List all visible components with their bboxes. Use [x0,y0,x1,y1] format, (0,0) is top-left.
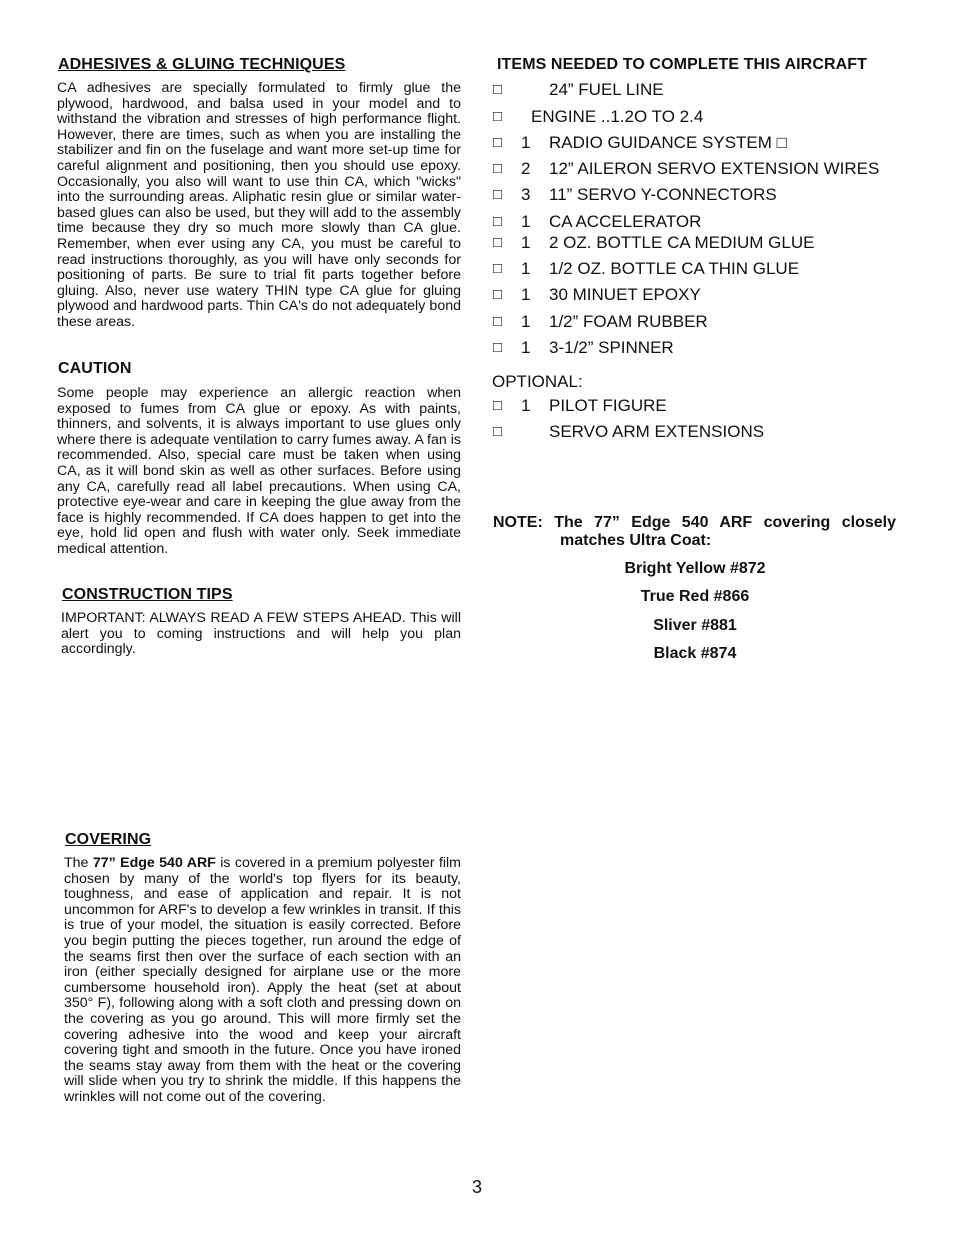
checkbox-icon[interactable]: □ [493,397,503,414]
checkbox-icon[interactable]: □ [493,134,503,151]
checkbox-icon[interactable]: □ [493,186,503,203]
item-text: PILOT FIGURE [549,396,667,415]
item-quantity: 1 [521,133,531,152]
color-bright-yellow: Bright Yellow #872 [624,560,766,577]
item-text: 12” AILERON SERVO EXTENSION WIRES [549,159,880,178]
item-text: 1/2” FOAM RUBBER [549,312,708,331]
checkbox-icon[interactable]: □ [493,213,503,230]
checkbox-icon[interactable]: □ [493,234,503,251]
checkbox-icon[interactable]: □ [493,260,503,277]
item-quantity: 1 [521,259,531,278]
note-line-2: matches Ultra Coat: [560,532,712,549]
item-quantity: 1 [521,338,531,357]
adhesives-text: CA adhesives are specially formulated to firmly glue the plywood, hardwood, and balsa used in your model and to withstand the vibration and stresses of high performance flight. However, there are times, such as when you are installing the stabilizer and fin on the fuselage and want more set-up time for careful alignment and positioning, then you should use epoxy. Occasionally, you also will want to use thin CA, which "wicks" into the surrounding areas. Aliphatic resin glue or similar water-based glues can also be used, but they will add to the assembly time because they dry so much more slowly than CA glue. Remember, when ever using any CA, you must be careful to read instructions thoroughly, as you will have only seconds for positioning of parts. Be sure to trial fit parts together before gluing. Also, never use watery THIN type CA glue for gluing plywood and hardwood parts. Thin CA's do not adequately bond these areas. [57,80,461,330]
page-number: 3 [471,1177,482,1197]
note-line-1: NOTE: The 77” Edge 540 ARF covering closely [493,514,896,531]
item-quantity: 2 [521,159,531,178]
color-silver: Sliver #881 [653,617,737,634]
product-name: 77” Edge 540 ARF [92,855,216,871]
item-text: 30 MINUET EPOXY [549,285,701,304]
adhesives-heading: ADHESIVES & GLUING TECHNIQUES [58,56,346,73]
item-text: 24” FUEL LINE [549,80,664,99]
item-text: 11” SERVO Y-CONNECTORS [549,185,777,204]
caution-heading: CAUTION [58,360,132,377]
item-text: CA ACCELERATOR [549,212,702,231]
checkbox-icon[interactable]: □ [493,108,503,125]
checkbox-icon[interactable]: □ [493,339,503,356]
item-quantity: 1 [521,312,531,331]
color-black: Black #874 [653,645,737,662]
item-text: 2 OZ. BOTTLE CA MEDIUM GLUE [549,233,815,252]
checkbox-icon[interactable]: □ [493,313,503,330]
covering-text: The 77” Edge 540 ARF is covered in a premium polyester film chosen by many of the world's top flyers for its beauty, toughness, and ease of application and repair. It is not uncommon for ARF's to develop a few wrinkles in transit. If this is true of your model, the situation is easily corrected. Before you begin putting the pieces together, run around the edge of the seams first then over the surface of each section with an iron (either specially designed for airplane use or the more cumbersome household iron). Apply the heat (set at about 350° F), following along with a soft cloth and pressing down on the covering as you go around. This will more firmly set the covering adhesive into the wood and keep your aircraft covering tight and smooth in the future. Once you have ironed the seams stay away from them with the heat or the covering will slide when you try to shrink the middle. If this happens the wrinkles will not come out of the covering. [64,855,462,1105]
checkbox-icon[interactable]: □ [493,286,503,303]
item-quantity: 1 [521,212,531,231]
optional-label: OPTIONAL: [492,372,583,391]
construction-tips-text: IMPORTANT: ALWAYS READ A FEW STEPS AHEAD. This will alert you to coming instructions and will help you plan accordingly. [61,610,461,658]
color-true-red: True Red #866 [640,588,750,605]
item-quantity: 1 [521,285,531,304]
caution-text: Some people may experience an allergic reaction when exposed to fumes from CA glue or epoxy. As with paints, thinners, and solvents, it is always important to use glues only where there is adequate ventilation to carry fumes away. A fan is recommended. Also, special care must be taken when using CA, as it will bond skin as well as other surfaces. Before using any CA, carefully read all label precautions. When using CA, protective eye-wear and care in keeping the glue away from the face is highly recommended. If CA does happen to get into the eye, hold lid open and flush with water only. Seek immediate medical attention. [57,385,461,557]
item-quantity: 3 [521,185,531,204]
checkbox-icon[interactable]: □ [493,423,503,440]
item-quantity: 1 [521,396,531,415]
item-quantity: 1 [521,233,531,252]
construction-tips-heading: CONSTRUCTION TIPS [62,586,233,603]
item-text: 3-1/2” SPINNER [549,338,674,357]
item-text: ENGINE ..1.2O TO 2.4 [531,107,704,126]
items-needed-heading: ITEMS NEEDED TO COMPLETE THIS AIRCRAFT [497,56,868,73]
item-text: SERVO ARM EXTENSIONS [549,422,765,441]
covering-heading: COVERING [65,831,152,848]
item-text: RADIO GUIDANCE SYSTEM □ [549,133,787,152]
checkbox-icon[interactable]: □ [493,81,503,98]
checkbox-icon[interactable]: □ [493,160,503,177]
item-text: 1/2 OZ. BOTTLE CA THIN GLUE [549,259,800,278]
